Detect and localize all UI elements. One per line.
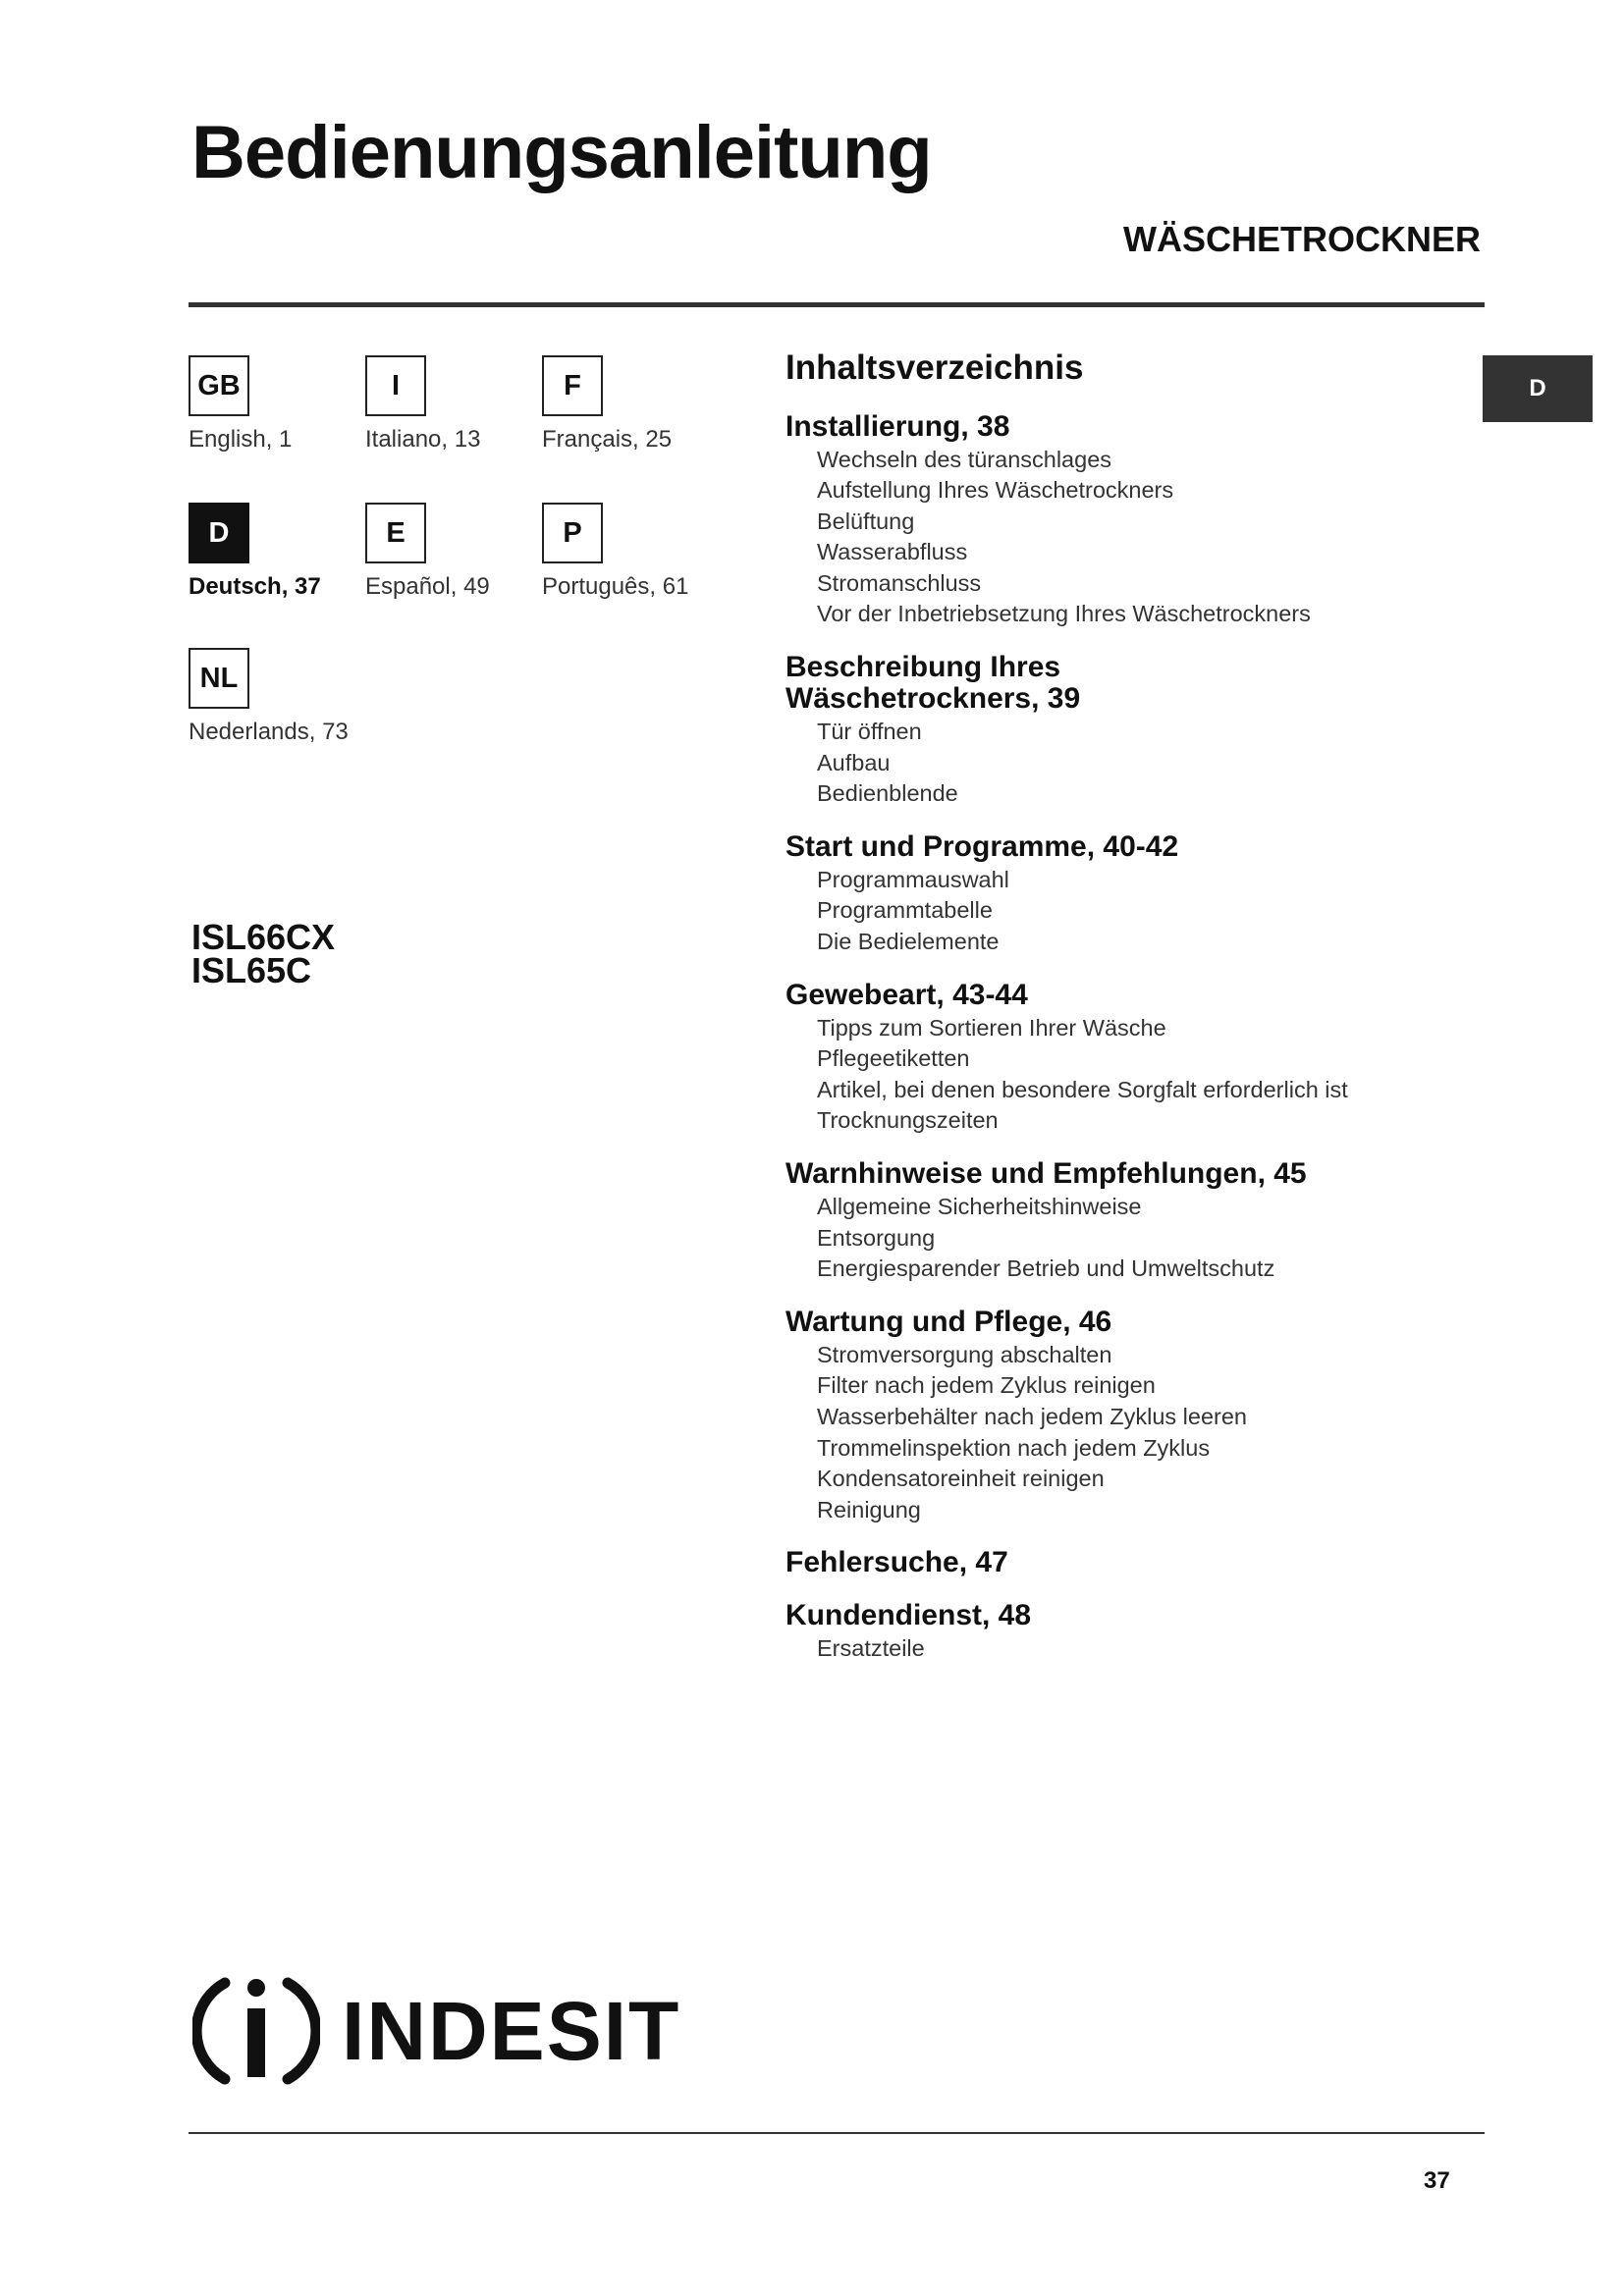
language-name-active: Deutsch, 37	[189, 573, 321, 600]
toc-section-title[interactable]: Start und Programme, 40-42	[785, 829, 1179, 863]
toc-item[interactable]: Allgemeine Sicherheitshinweise	[817, 1194, 1142, 1219]
toc-section-title[interactable]: Fehlersuche, 47	[785, 1546, 1008, 1579]
toc-section	[785, 1307, 1424, 1526]
document-subtitle: WÄSCHETROCKNER	[1123, 219, 1481, 259]
brand-name: INDESIT	[342, 1985, 681, 2077]
toc-item-list	[817, 1633, 1424, 1665]
toc-item[interactable]: Wechseln des türanschlages	[817, 446, 1112, 472]
toc-item-list	[817, 1013, 1424, 1137]
brand-logo	[192, 1971, 680, 2091]
toc-item[interactable]: Belüftung	[817, 507, 915, 534]
toc-section	[785, 1158, 1424, 1285]
language-code-box: GB	[189, 355, 249, 416]
toc-item[interactable]: Stromversorgung abschalten	[817, 1341, 1112, 1367]
toc-item[interactable]: Die Bedielemente	[817, 929, 1000, 955]
toc-section-title[interactable]: Kundendienst, 48	[785, 1599, 1032, 1632]
language-code-box: E	[365, 503, 426, 563]
toc-item[interactable]: Stromanschluss	[817, 569, 982, 596]
language-code-box: NL	[189, 648, 249, 709]
table-of-contents	[785, 349, 1424, 1686]
toc-item[interactable]: Trocknungszeiten	[817, 1107, 999, 1134]
language-entry-p[interactable]	[542, 503, 719, 601]
language-entry-e[interactable]	[365, 503, 542, 601]
toc-item[interactable]: Wasserbehälter nach jedem Zyklus leeren	[817, 1403, 1247, 1429]
toc-item[interactable]: Trommelinspektion nach jedem Zyklus	[817, 1434, 1211, 1461]
toc-item[interactable]: Filter nach jedem Zyklus reinigen	[817, 1372, 1156, 1399]
toc-item[interactable]: Vor der Inbetriebsetzung Ihres Wäschetrockners	[817, 601, 1311, 627]
toc-section	[785, 652, 1424, 810]
toc-item[interactable]: Bedienblende	[817, 780, 958, 807]
toc-section-title[interactable]: Wartung und Pflege, 46	[785, 1305, 1112, 1338]
language-entry-gb[interactable]	[189, 355, 365, 454]
language-code-box-active: D	[189, 503, 249, 563]
toc-section-title[interactable]: Beschreibung Ihres Wäschetrockners, 39	[785, 651, 1081, 716]
top-divider	[189, 302, 1485, 307]
language-name: Italiano, 13	[365, 426, 481, 453]
toc-section-title[interactable]: Installierung, 38	[785, 409, 1010, 443]
language-name: Português, 61	[542, 573, 689, 600]
toc-item-list	[817, 1340, 1424, 1526]
toc-item[interactable]: Pflegeetiketten	[817, 1045, 970, 1072]
toc-heading: Inhaltsverzeichnis	[785, 348, 1084, 387]
language-entry-i[interactable]	[365, 355, 542, 454]
language-side-tab: D	[1483, 355, 1593, 422]
toc-section	[785, 980, 1424, 1137]
toc-item-list	[817, 1192, 1424, 1285]
indesit-logo-icon	[192, 1971, 320, 2091]
language-entry-d[interactable]	[189, 503, 365, 601]
toc-section-title[interactable]: Warnhinweise und Empfehlungen, 45	[785, 1157, 1307, 1190]
model-numbers	[191, 917, 336, 990]
toc-section	[785, 411, 1424, 631]
toc-section	[785, 1547, 1424, 1578]
document-title: Bedienungsanleitung	[191, 111, 932, 194]
toc-item[interactable]: Energiesparender Betrieb und Umweltschutz	[817, 1255, 1275, 1282]
language-name: Español, 49	[365, 573, 490, 600]
toc-item[interactable]: Wasserabfluss	[817, 539, 968, 565]
toc-item[interactable]: Artikel, bei denen besondere Sorgfalt erforderlich ist	[817, 1076, 1348, 1102]
toc-item[interactable]: Reinigung	[817, 1496, 921, 1522]
toc-section	[785, 1600, 1424, 1665]
language-name: Français, 25	[542, 426, 673, 453]
language-name: Nederlands, 73	[189, 719, 349, 745]
toc-item[interactable]: Kondensatoreinheit reinigen	[817, 1466, 1105, 1492]
bottom-divider	[189, 2132, 1485, 2134]
toc-section-title[interactable]: Gewebeart, 43-44	[785, 978, 1028, 1011]
toc-item[interactable]: Aufbau	[817, 749, 891, 775]
page-number: 37	[1424, 2167, 1450, 2194]
language-code-box: P	[542, 503, 603, 563]
toc-item[interactable]: Programmauswahl	[817, 866, 1009, 892]
model-number: ISL65C	[191, 950, 312, 990]
toc-item[interactable]: Tür öffnen	[817, 719, 922, 745]
toc-section	[785, 831, 1424, 958]
language-code-box: I	[365, 355, 426, 416]
language-name: English, 1	[189, 426, 293, 453]
toc-item[interactable]: Ersatzteile	[817, 1635, 925, 1662]
toc-item-list	[817, 445, 1424, 631]
toc-item-list	[817, 717, 1424, 810]
toc-item[interactable]: Programmtabelle	[817, 897, 993, 924]
language-entry-nl[interactable]	[189, 648, 365, 746]
model-number: ISL66CX	[191, 917, 336, 957]
toc-item[interactable]: Tipps zum Sortieren Ihrer Wäsche	[817, 1014, 1166, 1041]
toc-item[interactable]: Entsorgung	[817, 1224, 936, 1251]
toc-item[interactable]: Aufstellung Ihres Wäschetrockners	[817, 477, 1174, 504]
language-code-box: F	[542, 355, 603, 416]
language-entry-f[interactable]	[542, 355, 719, 454]
toc-item-list	[817, 865, 1424, 958]
toc-sections	[785, 411, 1424, 1665]
